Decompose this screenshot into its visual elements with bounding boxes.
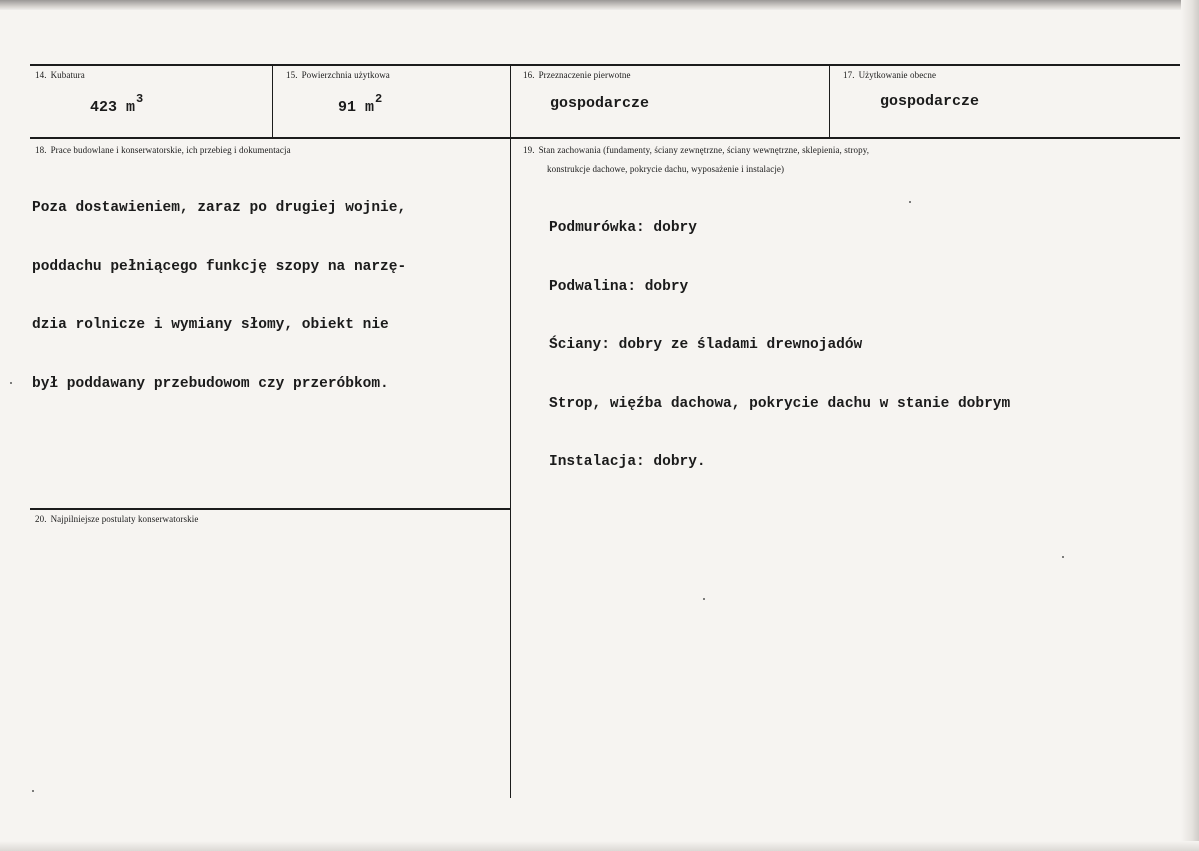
- field-19-text: [549, 180, 1010, 512]
- divider-14-15: [272, 64, 273, 138]
- powierzchnia-exponent: 2: [375, 92, 383, 106]
- kubatura-exponent: 3: [136, 92, 144, 106]
- field-18-line: Poza dostawieniem, zaraz po drugiej wojnie,: [32, 200, 407, 216]
- field-18-label: [35, 145, 291, 155]
- dust-speck: [703, 598, 705, 600]
- field-15-label: [286, 70, 390, 80]
- dust-speck: [1062, 556, 1064, 558]
- dust-speck: [32, 790, 34, 792]
- dust-speck: [10, 382, 12, 384]
- field-19-line: Ściany: dobry ze śladami drewnojadów: [549, 337, 863, 353]
- scan-bottom-edge: [0, 841, 1199, 851]
- field-18-title: Prace budowlane i konserwatorskie, ich przebieg i dokumentacja: [50, 145, 291, 155]
- field-19-line: Strop, więźba dachowa, pokrycie dachu w stanie dobrym: [549, 395, 1011, 412]
- field-16-value: gospodarcze: [550, 95, 650, 112]
- field-20-label: [35, 514, 198, 524]
- middle-rule: [30, 137, 1180, 139]
- field-17-value: gospodarcze: [880, 93, 980, 110]
- field-18-line: był poddawany przebudowom czy przeróbkom.: [32, 375, 389, 392]
- field-16-number: 16.: [523, 70, 535, 80]
- field-18-number: 18.: [35, 145, 47, 155]
- field-19-line: Podwalina: dobry: [549, 278, 689, 295]
- dust-speck: [909, 201, 911, 203]
- field-14-value: [90, 92, 144, 116]
- field-20-title: Najpilniejsze postulaty konserwatorskie: [50, 514, 199, 524]
- field-15-value: [338, 92, 383, 116]
- divider-15-16: [510, 64, 511, 798]
- field-17-title: Użytkowanie obecne: [858, 70, 937, 80]
- field-19-label: [523, 145, 869, 155]
- field-17-number: 17.: [843, 70, 855, 80]
- left-section-rule: [30, 508, 510, 510]
- kubatura-value: 423 m: [90, 99, 136, 116]
- field-18-line: dzia rolnicze i wymiany słomy, obiekt nie: [32, 317, 389, 333]
- divider-16-17: [829, 64, 830, 138]
- field-14-number: 14.: [35, 70, 47, 80]
- field-16-title: Przeznaczenie pierwotne: [538, 70, 631, 80]
- field-19-line: Podmurówka: dobry: [549, 220, 697, 236]
- field-19-title: Stan zachowania (fundamenty, ściany zewnętrzne, ściany wewnętrzne, sklepienia, stropy,: [538, 145, 870, 155]
- field-14-title: Kubatura: [50, 70, 85, 80]
- field-17-label: [843, 70, 936, 80]
- field-16-label: [523, 70, 631, 80]
- scan-top-edge: [0, 0, 1199, 10]
- field-19-number: 19.: [523, 145, 535, 155]
- scan-right-edge: [1181, 0, 1199, 851]
- top-rule: [30, 64, 1180, 66]
- field-14-label: [35, 70, 85, 80]
- field-20-number: 20.: [35, 514, 47, 524]
- field-19-label-continued: konstrukcje dachowe, pokrycie dachu, wyposażenie i instalacje): [547, 164, 785, 174]
- field-19-line: Instalacja: dobry.: [549, 454, 706, 470]
- field-15-number: 15.: [286, 70, 298, 80]
- field-18-line: poddachu pełniącego funkcję szopy na narzę-: [32, 258, 407, 275]
- field-18-text: [32, 160, 406, 433]
- field-15-title: Powierzchnia użytkowa: [301, 70, 390, 80]
- powierzchnia-value: 91 m: [338, 99, 375, 116]
